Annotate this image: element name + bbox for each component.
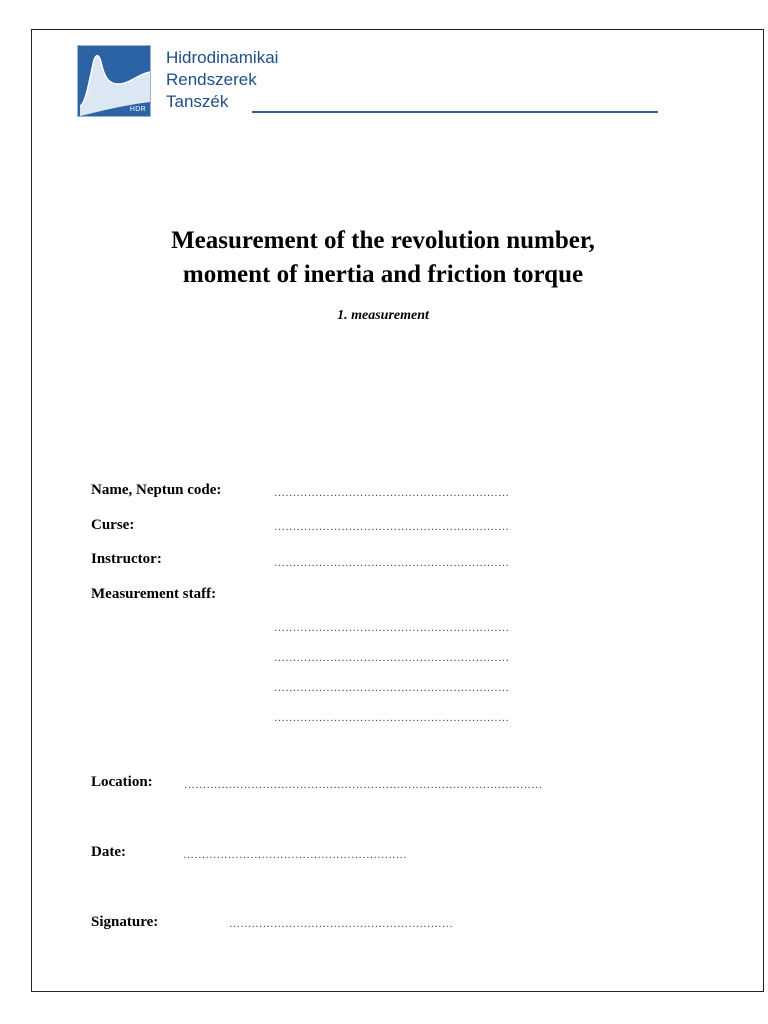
page-border [31, 29, 764, 992]
name-field[interactable]: ……………………………………………………… [274, 487, 510, 499]
date-label: Date: [91, 844, 126, 860]
date-field[interactable]: …………………………………………………… [183, 849, 407, 861]
logo-hdr-text: HDR [129, 106, 146, 113]
course-label: Curse: [91, 517, 135, 533]
staff-field-3[interactable]: ……………………………………………………… [274, 682, 510, 694]
department-name [166, 47, 278, 113]
header-rule [252, 111, 658, 113]
instructor-label: Instructor: [91, 551, 162, 567]
staff-field-2[interactable]: ……………………………………………………… [274, 652, 510, 664]
signature-field[interactable]: …………………………………………………… [229, 918, 453, 930]
course-field[interactable]: ……………………………………………………… [274, 521, 510, 533]
department-line-3: Tanszék [166, 92, 229, 111]
instructor-field[interactable]: ……………………………………………………… [274, 557, 510, 569]
signature-label: Signature: [91, 914, 159, 930]
staff-label: Measurement staff: [91, 586, 217, 602]
document-title [31, 224, 735, 292]
location-field[interactable]: …………………………………………………………………………………… [184, 779, 543, 791]
title-line-2: moment of inertia and friction torque [182, 261, 584, 288]
name-label: Name, Neptun code: [91, 482, 222, 498]
hdr-logo [77, 45, 151, 117]
department-line-1: Hidrodinamikai [166, 48, 279, 67]
staff-field-1[interactable]: ……………………………………………………… [274, 622, 510, 634]
title-line-1: Measurement of the revolution number, [171, 227, 595, 254]
location-label: Location: [91, 774, 153, 790]
department-line-2: Rendszerek [166, 70, 257, 89]
document-subtitle: 1. measurement [337, 308, 429, 323]
staff-field-4[interactable]: ……………………………………………………… [274, 712, 510, 724]
